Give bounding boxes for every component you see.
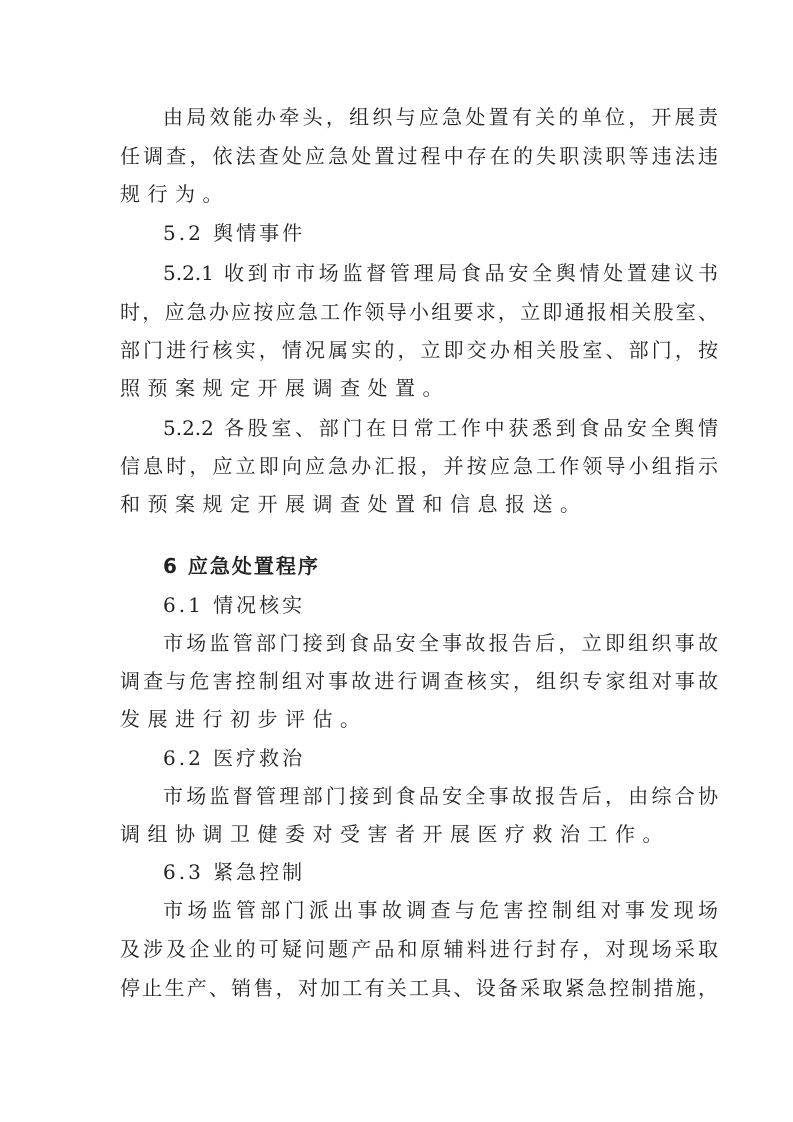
text-line: 市场监督管理部门接到食品安全事故报告后，由综合协: [163, 784, 718, 808]
text-line: 5.2.1 收到市市场监督管理局食品安全舆情处置建议书: [163, 261, 718, 285]
section-heading: 6.1 情况核实: [163, 593, 306, 617]
text-line: 市场监管部门派出事故调查与危害控制组对事发现场: [163, 898, 718, 922]
text-line: 部门进行核实，情况属实的，立即交办相关股室、部门，按: [120, 338, 718, 362]
text-line: 及涉及企业的可疑问题产品和原辅料进行封存，对现场采取: [120, 937, 718, 961]
text-line: 规行为。: [120, 182, 230, 206]
text-line: 任调查，依法查处应急处置过程中存在的失职渎职等违法违: [120, 144, 718, 168]
text-line: 信息时，应立即向应急办汇报，并按应急工作领导小组指示: [120, 454, 718, 478]
text-line: 和预案规定开展调查处置和信息报送。: [120, 492, 588, 516]
section-heading: 6 应急处置程序: [163, 554, 320, 578]
text-line: 调查与危害控制组对事故进行调查核实，组织专家组对事故: [120, 669, 718, 693]
text-line: 市场监管部门接到食品安全事故报告后，立即组织事故: [163, 631, 718, 655]
text-line: 调组协调卫健委对受害者开展医疗救治工作。: [120, 822, 670, 846]
section-heading: 5.2 舆情事件: [163, 221, 306, 245]
text-line: 时，应急办应按应急工作领导小组要求，立即通报相关股室、: [120, 300, 718, 324]
text-line: 发展进行初步评估。: [120, 707, 368, 731]
text-line: 停止生产、销售，对加工有关工具、设备采取紧急控制措施，: [120, 976, 718, 1000]
section-heading: 6.2 医疗救治: [163, 746, 306, 770]
section-heading: 6.3 紧急控制: [163, 860, 306, 884]
text-line: 5.2.2 各股室、部门在日常工作中获悉到食品安全舆情: [163, 416, 718, 440]
text-line: 照预案规定开展调查处置。: [120, 376, 450, 400]
text-line: 由局效能办牵头，组织与应急处置有关的单位，开展责: [163, 105, 718, 129]
